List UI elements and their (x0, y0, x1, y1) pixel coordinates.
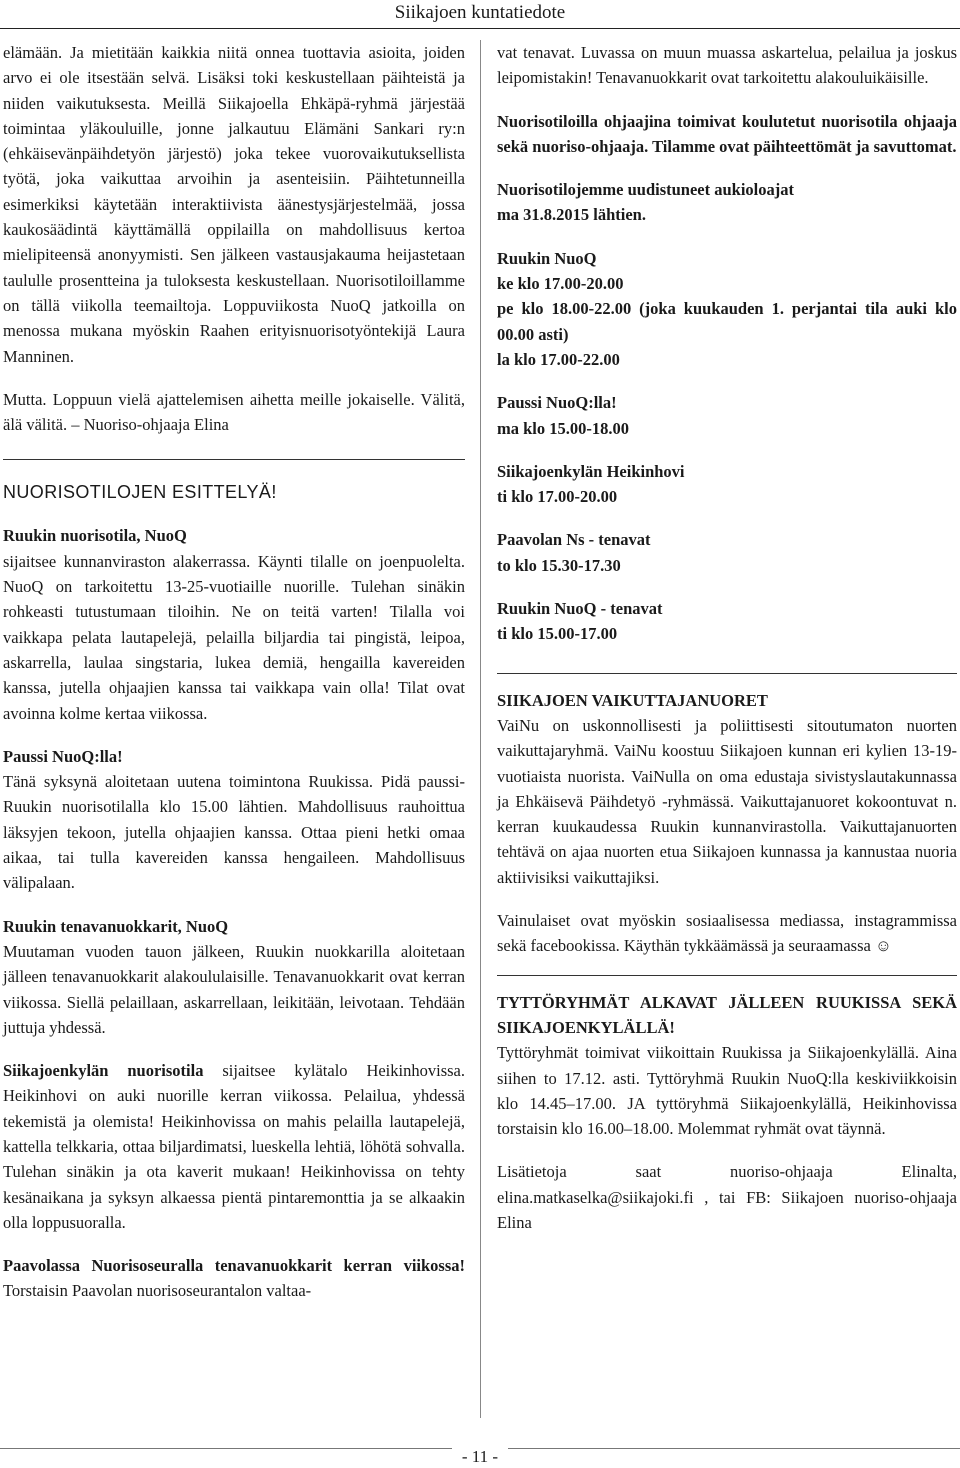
vainu-description: VaiNu on uskonnollisesti ja poliittisesti sitoutumaton nuorten vaikuttajaryhmä. VaiNu koostuu Siikajoen kunnan eri kylien 13-19- vuotiaista nuorista. VaiNulla on oma edustaja sivistyslautakunnassa ja Ehkäisevä Päihdetyö -ryhmässä. Vaikuttajanuoret kokoontuvat n. kerran kuukaudessa Ruukin kunnanvirastolla. Vaikuttajanuorten tehtävä on ajaa nuorten etua Siikajoen kunnassa ja kannustaa nuoria aktiivisiksi vaikuttajiksi. (497, 715, 957, 887)
ruukki-hours-title: Ruukin NuoQ (497, 248, 597, 268)
ruukki-hours-sat: la klo 17.00-22.00 (497, 349, 620, 369)
continued-paragraph: vat tenavat. Luvassa on muun muassa askartelua, pelailua ja joskus leipomistakin! Tenavanuokkarit ovat tarkoitettu alakouluikäisille. (497, 43, 957, 88)
paavola-title: Paavolassa Nuorisoseuralla tenavanuokkarit kerran viikossa! (3, 1256, 465, 1276)
tyttoryhma-heading: TYTTÖRYHMÄT ALKAVAT JÄLLEEN RUUKISSA SEKÄ SIIKAJOENKYLÄLLÄ! (497, 992, 957, 1037)
paavola-description: Torstaisin Paavolan nuorisoseurantalon valtaa- (3, 1281, 312, 1301)
page-number: - 11 - (452, 1447, 508, 1466)
contact-info: Lisätietoja saat nuoriso-ohjaaja Elinalta, elina.matkaselka@siikajoki.fi , tai FB: Siikajoen nuoriso-ohjaaja Elina (497, 1162, 957, 1232)
tyttoryhma-description: Tyttöryhmät toimivat viikoittain Ruukissa ja Siikajoenkylällä. Aina siihen to 17.12. asti. Tyttöryhmä Ruukin NuoQ:lla keskiviikkoisin klo 14.45–17.00. JA tyttöryhmä Siikajoenkylällä, Heikinhovissa torstaisin klo 16.00–18.00. Molemmat ryhmät ovat täynnä. (497, 1043, 957, 1139)
opening-hours-date: ma 31.8.2015 lähtien. (497, 205, 646, 225)
ruukki-tenavat-title: Ruukin NuoQ - tenavat (497, 599, 663, 619)
kyla-description: sijaitsee kylätalo Heikinhovissa. Heikinhovi on auki nuorille kerran viikossa. Pelailua, yhdessä tekemistä ja olemista! Heikinhovissa on mahis pelailla lautapelejä, kattella telkkaria, ottaa biljardimatsi, lueskella lehtiä, löhötä sohvalla. Tulehan sinäkin ja ota kaverit mukaan! Heikinhovissa on tehty kesänaikana ja syksyn alkaessa pientä pintaremonttia ja se alkaakin olla loppusuoralla. (3, 1061, 465, 1232)
paussi-title: Paussi NuoQ:lla! (3, 746, 123, 766)
heikinhovi-hours-title: Siikajoenkylän Heikinhovi (497, 461, 685, 481)
opening-hours-title: Nuorisotilojemme uudistuneet aukioloajat (497, 180, 794, 200)
page-number-wrap (0, 1446, 960, 1468)
closing-paragraph: Mutta. Loppuun vielä ajattelemisen aihetta meille jokaiselle. Välitä, älä välitä. – Nuoriso-ohjaaja Elina (3, 389, 465, 435)
left-column (3, 40, 465, 1304)
kyla-title: Siikajoenkylän nuorisotila (3, 1061, 204, 1081)
ruukki-tenavat-time: ti klo 15.00-17.00 (497, 624, 618, 644)
staff-paragraph: Nuorisotiloilla ohjaajina toimivat koulutetut nuorisotila ohjaaja sekä nuoriso-ohjaaja. Tilamme ovat päihteettömät ja savuttomat. (497, 111, 957, 156)
paussi-hours-time: ma klo 15.00-18.00 (497, 418, 629, 438)
right-column (497, 40, 957, 1235)
ruukki-hours-wed: ke klo 17.00-20.00 (497, 274, 624, 294)
tenava-description: Muutaman vuoden tauon jälkeen, Ruukin nuokkarilla aloitetaan jälleen tenavanuokkarit alakoululaisille. Tenavanuokkarit ovat kerran viikossa. Siellä pelaillaan, askarrellaan, leikitään, leivotaan. Tehdään juttuja yhdessä. (3, 941, 465, 1037)
kyla-paragraph (3, 1058, 465, 1235)
ruukki-hours-fri: pe klo 18.00-22.00 (joka kuukauden 1. perjantai tila auki klo 00.00 asti) (497, 299, 957, 344)
publication-title: Siikajoen kuntatiedote (394, 2, 566, 23)
intro-paragraph: elämään. Ja mietitään kaikkia niitä onnea tuottavia asioita, joiden arvo ei ole itsestään selvä. Lisäksi toki keskustellaan päihteistä ja niiden vaikutuksesta. Meillä Siikajoella Ehkäpä-ryhmä järjestää toimintaa yläkouluille, jonne jalkautuu Elämäni Sankari ry:n (ehkäisevänpäihdetyön järjestö) joka tekee vuorovaikutuksellista työtä, joka vaikuttaa arvoihin ja asenteisiin. Päihtetunneilla esimerkiksi käytetään interaktiivista äänestysjärjestelmää, jossa kaukosäädintä käyttämällä oppilailla on mahdollisuus kertoa mielipiteensä anonyymisti. Sen jälkeen vastausjakauma heijastetaan taululle prosentteina ja tuloksesta keskustellaan. Nuorisotiloillamme on tällä viikolla teemailtoja. Loppuviikosta NuoQ jatkoilla on menossa mukana myöskin Raahen erityisnuorisotyöntekijä Laura Manninen. (3, 43, 465, 366)
paavola-hours-title: Paavolan Ns - tenavat (497, 530, 651, 550)
section-heading: NUORISOTILOJEN ESITTELYÄ! (3, 482, 277, 503)
page-header (0, 0, 960, 29)
paussi-description: Tänä syksynä aloitetaan uutena toimintona Ruukissa. Pidä paussi- Ruukin nuorisotilalla klo 15.00 lähtien. Mahdollisuus rauhoittua läksyjen tekoon, jutella ohjaajien kanssa. Ottaa pieni hetki omaa aikaa, tai tulla kavereiden kanssa hengaileen. Mahdollisuus välipalaan. (3, 772, 465, 893)
heikinhovi-hours-time: ti klo 17.00-20.00 (497, 487, 618, 507)
nuoq-description: sijaitsee kunnanviraston alakerrassa. Käynti tilalle on joenpuolelta. NuoQ on tarkoitettu 13-25-vuotiaille nuorille. Tulehan sinäkin rohkeasti tutustumaan tiloihin. Ne on teitä varten! Tilalla voi vaikkapa pelata lautapelejä, pelailla biljardia tai pingistä, leipoa, askarrella, laulaa singstaria, lukea demiä, hengailla kavereiden kanssa, jutella ohjaajien kanssa tai vaikkapa vain olla! Tilat ovat avoinna kolme kertaa viikossa. (3, 551, 465, 723)
vainu-heading: SIIKAJOEN VAIKUTTAJANUORET (497, 690, 768, 710)
paussi-hours-title: Paussi NuoQ:lla! (497, 393, 617, 413)
paavola-paragraph (3, 1253, 465, 1304)
nuoq-title: Ruukin nuorisotila, NuoQ (3, 526, 187, 546)
column-divider (480, 40, 481, 1418)
paavola-hours-time: to klo 15.30-17.30 (497, 555, 621, 575)
vainu-social: Vainulaiset ovat myöskin sosiaalisessa mediassa, instagrammissa sekä facebookissa. Käythän tykkäämässä ja seuraamassa ☺ (497, 911, 957, 956)
tenava-title: Ruukin tenavanuokkarit, NuoQ (3, 916, 229, 936)
